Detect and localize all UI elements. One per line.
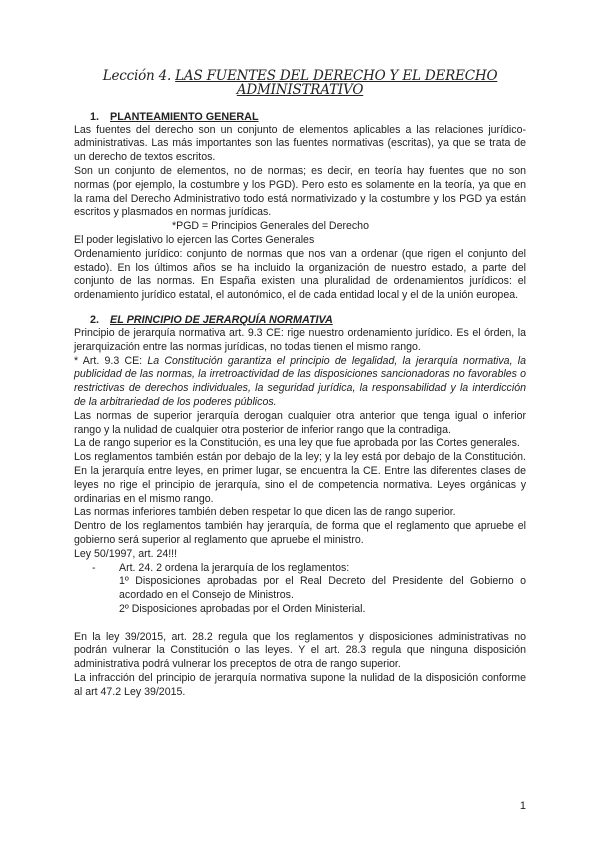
section-1-heading	[74, 110, 526, 124]
section-1-paragraph-1: Las fuentes del derecho son un conjunto de elementos aplicables a las relaciones jurídico-administrativas. Las más importantes son las fuentes normativas (escritas), ya que se trata de un derecho de textos escritos.	[74, 123, 526, 164]
section-1-paragraph-3: El poder legislativo lo ejercen las Cortes Generales	[74, 233, 315, 246]
section-2-paragraph-3: La de rango superior es la Constitución, es una ley que fue aprobada por las Cortes generales.	[74, 437, 520, 450]
pgd-definition: *PGD = Principios Generales del Derecho	[172, 220, 369, 233]
lesson-number: Lección 4.	[102, 68, 172, 84]
section-2-paragraph-5: Las normas inferiores también deben respetar lo que dicen las de rango superior.	[74, 506, 456, 519]
section-2-paragraph-2: Las normas de superior jerarquía derogan cualquier otra anterior que tenga igual o inferior rango y la nulidad de cualquier otra posterior de inferior rango que la contradiga.	[74, 409, 526, 436]
list-item-text: Art. 24. 2 ordena la jerarquía de los reglamentos:	[119, 561, 350, 574]
section-2-paragraph-9: La infracción del principio de jerarquía normativa supone la nulidad de la disposición conforme al art 47.2 Ley 39/2015.	[74, 672, 526, 698]
section-1-paragraph-4: Ordenamiento jurídico: conjunto de normas que nos van a ordenar (que rigen el conjunto del estado). En los últimos años se ha incluido la organización de nuestro estado, a parte del conjunto de las normas. En España existen una pluralidad de ordenamientos jurídicos: el ordenamiento jurídico estatal, el autonómico, el de cada entidad local y el de la unión europea.	[74, 247, 526, 302]
section-2-paragraph-4: Los reglamentos también están por debajo de la ley; y la ley está por debajo de la Constitución. En la jerarquía entre leyes, en primer lugar, se encuentra la CE. Entre las diferentes clases de leyes no rige el principio de jerarquía, sino el de competencia normativa. Leyes orgánicas y ordinarias en el mismo rango.	[74, 451, 526, 505]
sub-item-2: 2º Disposiciones aprobadas por el Orden Ministerial.	[119, 602, 366, 615]
quote-prefix: * Art. 9.3 CE:	[74, 354, 148, 367]
regulation-list	[74, 562, 526, 576]
section-2-paragraph-1: Principio de jerarquía normativa art. 9.3 CE: rige nuestro ordenamiento jurídico. Es el órden, la jerarquización entre las normas jurídicas, no todas tienen el mismo rango.	[74, 326, 526, 353]
quote-text: La Constitución garantiza el principio de legalidad, la jerarquía normativa, la publicidad de las normas, la irretroactividad de las disposiciones sancionadoras no favorables o restrictivas de derechos individuales, la seguridad jurídica, la responsabilidad y la interdicción de la arbitrariedad de los poderes públicos.	[74, 354, 526, 408]
section-2-paragraph-8: En la ley 39/2015, art. 28.2 regula que los reglamentos y disposiciones administrativas no podrán vulnerar la Constitución o las leyes. Y el art. 28.3 regula que ninguna disposición administrativa podrá vulnerar los preceptos de otra de rango superior.	[74, 630, 526, 671]
section-2-paragraph-6: Dentro de los reglamentos también hay jerarquía, de forma que el reglamento que apruebe el gobierno será superior al reglamento que apruebe el ministro.	[74, 520, 526, 546]
section-1-number: 1.	[90, 110, 100, 123]
document-title	[74, 70, 526, 98]
constitution-quote	[74, 355, 526, 410]
section-2-paragraph-7: Ley 50/1997, art. 24!!!	[74, 547, 178, 560]
lesson-title: LAS FUENTES DEL DERECHO Y EL DERECHO ADMINISTRATIVO	[175, 68, 498, 98]
list-item	[74, 562, 526, 576]
sub-item-1: 1º Disposiciones aprobadas por el Real Decreto del Presidente del Gobierno o acordado en el Consejo de Ministros.	[119, 575, 526, 602]
section-2-heading	[74, 313, 526, 327]
list-bullet: -	[92, 561, 96, 574]
section-1-paragraph-2: Son un conjunto de elementos, no de normas; es decir, en teoría hay fuentes que no son normas (por ejemplo, la costumbre y los PGD). Pero esto es solamente en la teoría, ya que en la rama del Derecho Administrativo todo está normativizado y la costumbre y los PGD ya están escritos y plasmados en normas jurídicas.	[74, 164, 526, 219]
section-2-number: 2.	[90, 313, 100, 326]
section-2-title: EL PRINCIPIO DE JERARQUÍA NORMATIVA	[110, 313, 333, 326]
section-1-title: PLANTEAMIENTO GENERAL	[110, 110, 259, 123]
page-number: 1	[519, 800, 526, 812]
